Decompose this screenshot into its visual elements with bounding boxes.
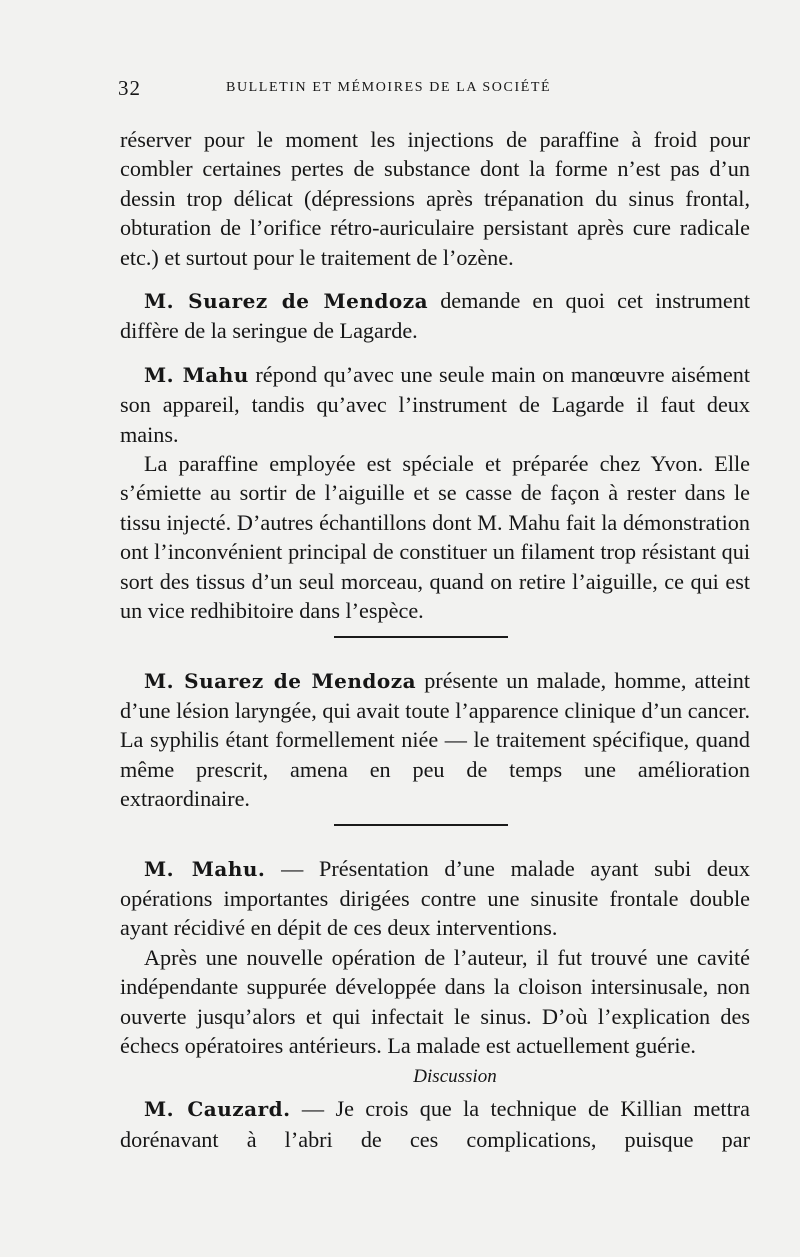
paragraph-paraffin-yvon: La paraffine employée est spéciale et préparée chez Yvon. Elle s’émiette au sortir de l’aiguille et se casse de façon à rester dans le tissu injecté. D’autres échantillons dont M. Mahu fait la démonstration ont l’inconvénient principal de constituer un filament trop résistant qui sort des tissus d’un seul morceau, quand on retire l’aiguille, ce qui est un vice redhibitoire dans l’espèce. <box>120 451 750 624</box>
paragraph-cauzard <box>120 1094 750 1154</box>
speaker-name: M. Cauzard. <box>144 1097 291 1122</box>
paragraph-suarez-question <box>120 286 750 346</box>
paragraph-text: répond qu’avec une seule main on manœuvre aisément son appareil, tandis qu’avec l’instrument de Lagarde il faut deux mains. <box>120 361 750 447</box>
paragraph-mahu-reply <box>120 360 750 449</box>
paragraph-operation-result: Après une nouvelle opération de l’auteur, il fut trouvé une cavité indépendante suppurée développée dans la cloison intersinusale, non ouverte jusqu’alors et qui infectait le sinus. D’où l’explication des échecs opératoires antérieurs. La malade est actuellement guérie. <box>120 944 750 1058</box>
discussion-heading: Discussion <box>413 1066 497 1088</box>
running-title: BULLETIN ET MÉMOIRES DE LA SOCIÉTÉ <box>226 80 552 95</box>
section-divider <box>334 824 508 826</box>
paragraph-paraffin-uses: réserver pour le moment les injections de paraffine à froid pour combler certaines pertes de substance dont la forme n’est pas d’un dessin trop délicat (dépressions après trépanation du sinus frontal, obturation de l’orifice rétro-auriculaire persistant après cure radicale etc.) et surtout pour le traitement de l’ozène. <box>120 127 750 270</box>
paragraph-text: présente un malade, homme, atteint d’une lésion laryngée, qui avait toute l’apparence clinique d’un cancer. La syphilis étant formellement niée — le traitement spécifique, quand même prescrit, amena en peu de temps une amélioration extraordinaire. <box>120 667 751 812</box>
speaker-name: M. Suarez de Mendoza <box>144 289 429 314</box>
paragraph-text: — Présentation d’une malade ayant subi deux opérations importantes dirigées contre une sinusite frontale double ayant récidivé en dépit de ces deux interventions. <box>120 855 750 941</box>
paragraph-text: demande en quoi cet instrument diffère de la seringue de Lagarde. <box>120 288 750 344</box>
body-text <box>120 125 750 1154</box>
paragraph-suarez-case <box>120 666 750 814</box>
page-number: 32 <box>118 76 141 100</box>
page-header <box>118 76 646 106</box>
paragraph-mahu-presentation <box>120 854 750 943</box>
speaker-name: M. Mahu <box>144 362 249 387</box>
section-divider <box>334 636 508 638</box>
speaker-name: M. Mahu. <box>144 856 266 881</box>
paragraph-text: — Je crois que la technique de Killian mettra dorénavant à l’abri de ces complications, puisque par <box>120 1096 750 1152</box>
speaker-name: M. Suarez de Mendoza <box>144 668 417 693</box>
